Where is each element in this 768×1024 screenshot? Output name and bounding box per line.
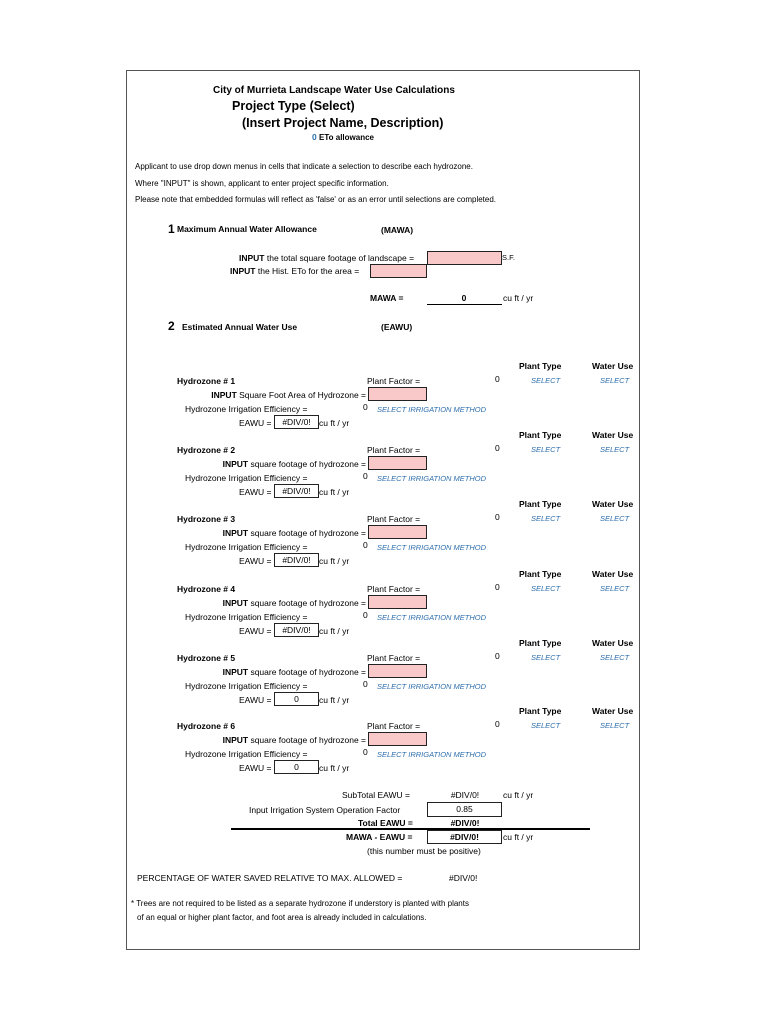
project-type-select[interactable]: Project Type (Select) <box>232 99 355 113</box>
hydrozone-area-label: INPUT square footage of hydrozone = <box>222 735 366 745</box>
instruction-line: Applicant to use drop down menus in cells that indicate a selection to describe each hydrozone. <box>135 162 473 171</box>
eawu-unit: cu ft / yr <box>319 695 350 705</box>
percentage-saved-label: PERCENTAGE OF WATER SAVED RELATIVE TO MAX. ALLOWED = <box>137 873 403 883</box>
totals-divider <box>231 828 590 830</box>
irrigation-efficiency-value: 0 <box>363 540 368 550</box>
water-use-header: Water Use <box>592 706 634 716</box>
eawu-label: EAWU = <box>239 556 272 566</box>
eawu-abbr: (EAWU) <box>381 322 413 332</box>
water-use-header: Water Use <box>592 638 634 648</box>
eawu-value: #DIV/0! <box>274 553 319 567</box>
irrigation-method-select[interactable]: SELECT IRRIGATION METHOD <box>377 613 487 622</box>
instruction-line: Where "INPUT" is shown, applicant to enter project specific information. <box>135 179 389 188</box>
irrigation-efficiency-label: Hydrozone Irrigation Efficiency = <box>185 404 308 414</box>
irrigation-efficiency-value: 0 <box>363 610 368 620</box>
mawa-minus-eawu-label: MAWA - EAWU = <box>346 832 413 842</box>
irrigation-efficiency-label: Hydrozone Irrigation Efficiency = <box>185 473 308 483</box>
water-use-select[interactable]: SELECT <box>600 653 630 662</box>
eawu-unit: cu ft / yr <box>319 763 350 773</box>
section-number-1: 1 <box>168 222 175 236</box>
mawa-abbr: (MAWA) <box>381 225 414 235</box>
irrigation-method-select[interactable]: SELECT IRRIGATION METHOD <box>377 750 487 759</box>
hydrozone-area-label: INPUT square footage of hydrozone = <box>222 667 366 677</box>
water-use-select[interactable]: SELECT <box>600 445 630 454</box>
eawu-unit: cu ft / yr <box>319 418 350 428</box>
plant-factor-value: 0 <box>495 719 500 729</box>
percentage-saved-value: #DIV/0! <box>449 873 478 883</box>
eawu-value: #DIV/0! <box>274 484 319 498</box>
irrigation-efficiency-label: Hydrozone Irrigation Efficiency = <box>185 681 308 691</box>
operation-factor-input[interactable]: 0.85 <box>427 802 502 817</box>
plant-factor-value: 0 <box>495 443 500 453</box>
plant-factor-value: 0 <box>495 582 500 592</box>
plant-type-select[interactable]: SELECT <box>531 584 561 593</box>
irrigation-efficiency-value: 0 <box>363 402 368 412</box>
water-use-select[interactable]: SELECT <box>600 584 630 593</box>
hist-eto-input[interactable] <box>370 264 427 278</box>
water-use-header: Water Use <box>592 361 634 371</box>
hydrozone-title: Hydrozone # 3 <box>177 514 236 524</box>
irrigation-efficiency-value: 0 <box>363 471 368 481</box>
hist-eto-label: INPUT the Hist. ETo for the area = <box>230 266 360 276</box>
irrigation-efficiency-label: Hydrozone Irrigation Efficiency = <box>185 749 308 759</box>
water-use-header: Water Use <box>592 430 634 440</box>
eawu-label: EAWU = <box>239 487 272 497</box>
irrigation-method-select[interactable]: SELECT IRRIGATION METHOD <box>377 405 487 414</box>
eawu-label: EAWU = <box>239 695 272 705</box>
irrigation-efficiency-value: 0 <box>363 679 368 689</box>
irrigation-method-select[interactable]: SELECT IRRIGATION METHOD <box>377 543 487 552</box>
footnote-line: of an equal or higher plant factor, and foot area is already included in calculations. <box>137 913 427 922</box>
plant-type-header: Plant Type <box>519 499 562 509</box>
irrigation-efficiency-label: Hydrozone Irrigation Efficiency = <box>185 612 308 622</box>
hydrozone-area-input[interactable] <box>368 664 427 678</box>
total-eawu-value: #DIV/0! <box>450 818 480 828</box>
plant-type-header: Plant Type <box>519 430 562 440</box>
landscape-area-unit: S.F. <box>502 253 515 262</box>
section-number-2: 2 <box>168 319 175 333</box>
plant-factor-label: Plant Factor = <box>367 376 421 386</box>
hydrozone-title: Hydrozone # 1 <box>177 376 236 386</box>
irrigation-efficiency-value: 0 <box>363 747 368 757</box>
eawu-label: EAWU = <box>239 626 272 636</box>
hydrozone-area-input[interactable] <box>368 525 427 539</box>
hydrozone-area-label: INPUT square footage of hydrozone = <box>222 598 366 608</box>
mawa-minus-eawu-note: (this number must be positive) <box>367 846 481 856</box>
eawu-label: EAWU = <box>239 418 272 428</box>
hydrozone-area-input[interactable] <box>368 456 427 470</box>
plant-type-select[interactable]: SELECT <box>531 514 561 523</box>
eawu-label: EAWU = <box>239 763 272 773</box>
eawu-value: #DIV/0! <box>274 415 319 429</box>
operation-factor-label: Input Irrigation System Operation Factor <box>249 805 401 815</box>
subtotal-unit: cu ft / yr <box>503 790 534 800</box>
project-name-description[interactable]: (Insert Project Name, Description) <box>242 116 444 130</box>
mawa-result-underline <box>427 304 502 305</box>
hydrozone-area-label: INPUT square footage of hydrozone = <box>222 528 366 538</box>
plant-type-select[interactable]: SELECT <box>531 376 561 385</box>
eawu-value: #DIV/0! <box>274 623 319 637</box>
water-use-header: Water Use <box>592 499 634 509</box>
header-title: City of Murrieta Landscape Water Use Calculations <box>213 85 455 96</box>
footnote-line: * Trees are not required to be listed as a separate hydrozone if understory is planted with plants <box>131 899 469 908</box>
plant-type-header: Plant Type <box>519 569 562 579</box>
eawu-unit: cu ft / yr <box>319 626 350 636</box>
plant-factor-label: Plant Factor = <box>367 584 421 594</box>
hydrozone-area-input[interactable] <box>368 732 427 746</box>
plant-type-header: Plant Type <box>519 706 562 716</box>
plant-factor-value: 0 <box>495 512 500 522</box>
eawu-value: 0 <box>274 760 319 774</box>
eawu-unit: cu ft / yr <box>319 487 350 497</box>
plant-factor-value: 0 <box>495 651 500 661</box>
subtotal-label: SubTotal EAWU = <box>342 790 410 800</box>
water-use-select[interactable]: SELECT <box>600 721 630 730</box>
eawu-value: 0 <box>274 692 319 706</box>
plant-type-select[interactable]: SELECT <box>531 721 561 730</box>
hydrozone-title: Hydrozone # 6 <box>177 721 236 731</box>
eawu-title: Estimated Annual Water Use <box>182 322 298 332</box>
mawa-title: Maximum Annual Water Allowance <box>177 224 317 234</box>
hydrozone-title: Hydrozone # 2 <box>177 445 236 455</box>
mawa-minus-eawu-value: #DIV/0! <box>427 830 502 844</box>
eto-value: 0 <box>312 132 317 142</box>
irrigation-method-select[interactable]: SELECT IRRIGATION METHOD <box>377 474 487 483</box>
plant-factor-label: Plant Factor = <box>367 721 421 731</box>
irrigation-method-select[interactable]: SELECT IRRIGATION METHOD <box>377 682 487 691</box>
water-use-select[interactable]: SELECT <box>600 514 630 523</box>
landscape-area-input[interactable] <box>427 251 502 265</box>
plant-type-header: Plant Type <box>519 361 562 371</box>
plant-factor-label: Plant Factor = <box>367 653 421 663</box>
plant-factor-value: 0 <box>495 374 500 384</box>
hydrozone-area-label: INPUT square footage of hydrozone = <box>222 459 366 469</box>
plant-type-header: Plant Type <box>519 638 562 648</box>
subtotal-value: #DIV/0! <box>450 790 480 800</box>
eto-label: ETo allowance <box>319 133 374 142</box>
plant-type-select[interactable]: SELECT <box>531 653 561 662</box>
hydrozone-area-input[interactable] <box>368 595 427 609</box>
plant-factor-label: Plant Factor = <box>367 445 421 455</box>
mawa-result-unit: cu ft / yr <box>503 293 534 303</box>
mawa-minus-eawu-unit: cu ft / yr <box>503 832 534 842</box>
eawu-unit: cu ft / yr <box>319 556 350 566</box>
irrigation-efficiency-label: Hydrozone Irrigation Efficiency = <box>185 542 308 552</box>
water-use-select[interactable]: SELECT <box>600 376 630 385</box>
hydrozone-area-input[interactable] <box>368 387 427 401</box>
hydrozone-title: Hydrozone # 5 <box>177 653 236 663</box>
hydrozone-area-label: INPUT Square Foot Area of Hydrozone = <box>211 390 366 400</box>
plant-type-select[interactable]: SELECT <box>531 445 561 454</box>
instruction-line: Please note that embedded formulas will reflect as 'false' or as an error until selections are completed. <box>135 195 497 204</box>
water-use-header: Water Use <box>592 569 634 579</box>
total-eawu-label: Total EAWU = <box>358 818 413 828</box>
plant-factor-label: Plant Factor = <box>367 514 421 524</box>
landscape-area-label: INPUT the total square footage of landscape = <box>239 253 415 263</box>
hydrozone-title: Hydrozone # 4 <box>177 584 236 594</box>
mawa-result-value: 0 <box>461 293 467 303</box>
mawa-result-label: MAWA = <box>370 293 404 303</box>
